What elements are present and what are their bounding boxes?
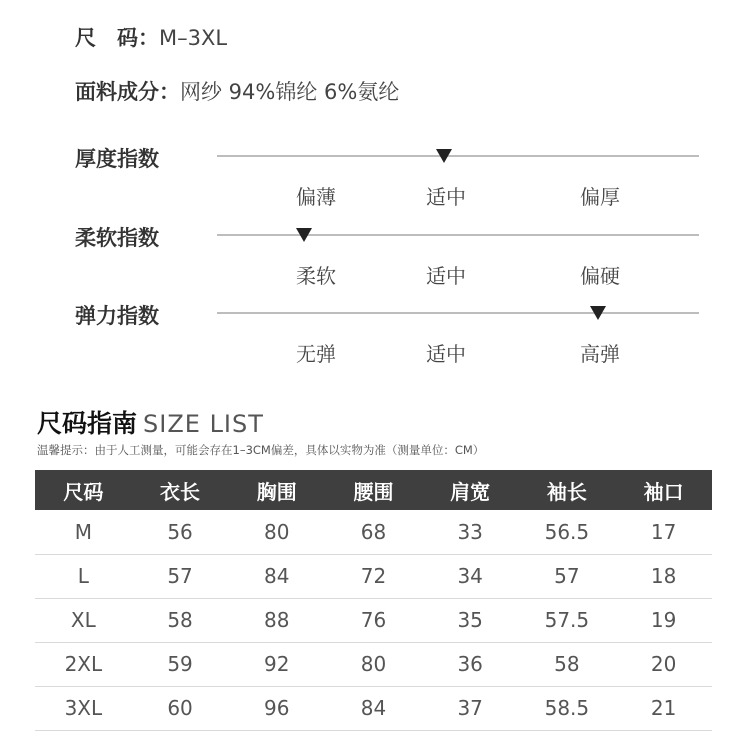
table-row [35,510,712,554]
table-cell: 92 [228,642,325,686]
size-table-header-row [35,470,712,510]
table-cell: 84 [325,686,422,730]
fabric-label: 面料成分： [75,80,180,104]
table-cell: 76 [325,598,422,642]
table-cell: 72 [325,554,422,598]
thickness-option-thick: 偏厚 [580,185,620,209]
table-cell: 36 [422,642,519,686]
table-cell: L [35,554,132,598]
size-guide-title-cn: 尺码指南 [37,409,138,438]
table-cell: M [35,510,132,554]
table-cell: 19 [615,598,712,642]
table-cell: 68 [325,510,422,554]
header-cuff: 袖口 [615,470,712,510]
table-cell: XL [35,598,132,642]
table-cell: 80 [325,642,422,686]
thickness-option-medium: 适中 [426,185,466,209]
thickness-marker-icon [436,149,452,163]
elasticity-indicator-title: 弹力指数 [75,304,159,328]
size-table [35,470,712,731]
thickness-indicator-title: 厚度指数 [75,147,159,171]
size-range-value: M–3XL [159,26,228,50]
table-cell: 58 [132,598,229,642]
table-cell: 96 [228,686,325,730]
softness-marker-icon [296,228,312,242]
table-row [35,642,712,686]
header-waist: 腰围 [325,470,422,510]
table-cell: 59 [132,642,229,686]
size-guide-title [37,404,264,440]
softness-option-medium: 适中 [426,264,466,288]
table-cell: 57 [519,554,616,598]
table-cell: 80 [228,510,325,554]
table-cell: 33 [422,510,519,554]
elasticity-option-high: 高弹 [580,342,620,366]
softness-indicator-title: 柔软指数 [75,226,159,250]
table-cell: 17 [615,510,712,554]
table-row [35,554,712,598]
header-sleeve-length: 袖长 [519,470,616,510]
header-bust: 胸围 [228,470,325,510]
fabric-value: 网纱 94%锦纶 6%氨纶 [180,80,400,104]
table-cell: 58 [519,642,616,686]
softness-indicator-track [217,234,699,236]
table-cell: 18 [615,554,712,598]
table-cell: 56.5 [519,510,616,554]
header-shoulder: 肩宽 [422,470,519,510]
table-cell: 34 [422,554,519,598]
size-range-line [75,22,227,52]
table-cell: 20 [615,642,712,686]
thickness-indicator-track [217,155,699,157]
table-cell: 2XL [35,642,132,686]
softness-indicator [75,222,715,300]
elasticity-marker-icon [590,306,606,320]
elasticity-option-none: 无弹 [296,342,336,366]
header-length: 衣长 [132,470,229,510]
table-cell: 21 [615,686,712,730]
table-row [35,598,712,642]
table-cell: 56 [132,510,229,554]
elasticity-indicator-track [217,312,699,314]
fabric-composition-line [75,76,399,106]
size-guide-title-en: SIZE LIST [143,410,264,438]
softness-option-hard: 偏硬 [580,264,620,288]
table-cell: 35 [422,598,519,642]
table-cell: 57 [132,554,229,598]
thickness-option-thin: 偏薄 [296,185,336,209]
table-cell: 60 [132,686,229,730]
table-cell: 58.5 [519,686,616,730]
softness-option-soft: 柔软 [296,264,336,288]
table-row [35,686,712,730]
size-range-label: 尺 码： [75,26,159,50]
table-cell: 88 [228,598,325,642]
table-cell: 84 [228,554,325,598]
thickness-indicator [75,143,715,221]
table-cell: 57.5 [519,598,616,642]
elasticity-option-medium: 适中 [426,342,466,366]
header-size: 尺码 [35,470,132,510]
table-cell: 3XL [35,686,132,730]
table-cell: 37 [422,686,519,730]
size-guide-note: 温馨提示：由于人工测量，可能会存在1–3CM偏差，具体以实物为准（测量单位：CM） [37,443,485,457]
elasticity-indicator [75,300,715,378]
